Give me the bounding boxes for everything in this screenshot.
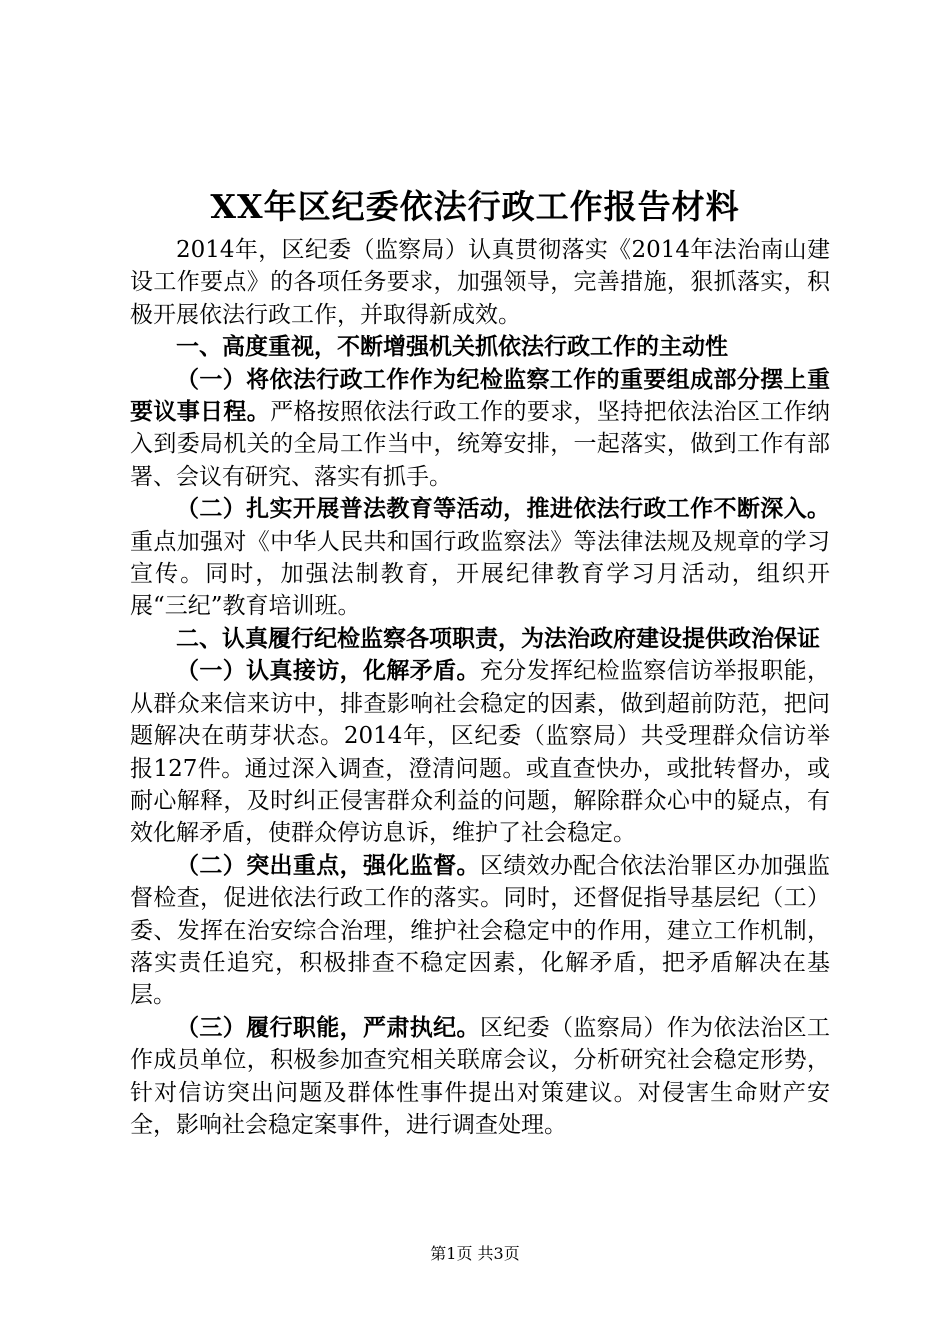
section1-item1 xyxy=(130,364,830,494)
section1-item2 xyxy=(130,493,830,623)
section2-item2-text: 区绩效办配合依法治罪区办加强监督检查，促进依法行政工作的落实。同时，还督促指导基层纪（工）委、发挥在治安综合治理，维护社会稳定中的作用，建立工作机制，落实责任追究，积极排查不稳定因素，化解矛盾，把矛盾解决在基层。 xyxy=(130,852,831,1009)
section2-item3-text: 区纪委（监察局）作为依法治区工作成员单位，积极参加查究相关联席会议，分析研究社会稳定形势，针对信访突出问题及群体性事件提出对策建议。对侵害生命财产安全，影响社会稳定案事件，进行调查处理。 xyxy=(130,1014,831,1138)
document-body xyxy=(130,234,830,1141)
section2-item3 xyxy=(130,1012,830,1142)
section1-item2-text: 重点加强对《中华人民共和国行政监察法》等法律法规及规章的学习宣传。同时，加强法制教育，开展纪律教育学习月活动，组织开展“三纪”教育培训班。 xyxy=(130,528,830,620)
section2-item2-lead: （二）突出重点，强化监督。 xyxy=(176,851,480,879)
section1-item2-lead: （二）扎实开展普法教育等活动，推进依法行政工作不断深入。 xyxy=(176,495,830,523)
section2-item3-lead: （三）履行职能，严肃执纪。 xyxy=(176,1013,480,1041)
section1-heading: 一、高度重视，不断增强机关抓依法行政工作的主动性 xyxy=(176,333,728,361)
intro-paragraph: 2014年，区纪委（监察局）认真贯彻落实《2014年法治南山建设工作要点》的各项任务要求，加强领导，完善措施，狠抓落实，积极开展依法行政工作，并取得新成效。 xyxy=(130,237,830,328)
section2-item2 xyxy=(130,850,830,1012)
section1-item1-lead: （一）将依法行政工作作为纪检监察工作的重要组成部分摆上重要议事日程。 xyxy=(130,365,830,426)
document-title: XX年区纪委依法行政工作报告材料 xyxy=(210,187,740,226)
section1-item1-text: 严格按照依法行政工作的要求，坚持把依法治区工作纳入到委局机关的全局工作当中，统筹安排，一起落实，做到工作有部署、会议有研究、落实有抓手。 xyxy=(130,399,831,490)
section2-item1-lead: （一）认真接访，化解矛盾。 xyxy=(176,657,480,685)
page-footer: 第1页 共3页 xyxy=(430,1244,520,1263)
section2-item1-text: 充分发挥纪检监察信访举报职能，从群众来信来访中，排查影响社会稳定的因素，做到超前防范，把问题解决在萌芽状态。2014年，区纪委（监察局）共受理群众信访举报127件。通过深入调查，澄清问题。或直查快办，或批转督办，或耐心解释，及时纠正侵害群众利益的问题，解除群众心中的疑点，有效化解矛盾，使群众停访息诉，维护了社会稳定。 xyxy=(130,658,831,847)
section2-item1 xyxy=(130,655,830,849)
section2-heading: 二、认真履行纪检监察各项职责，为法治政府建设提供政治保证 xyxy=(176,624,820,652)
